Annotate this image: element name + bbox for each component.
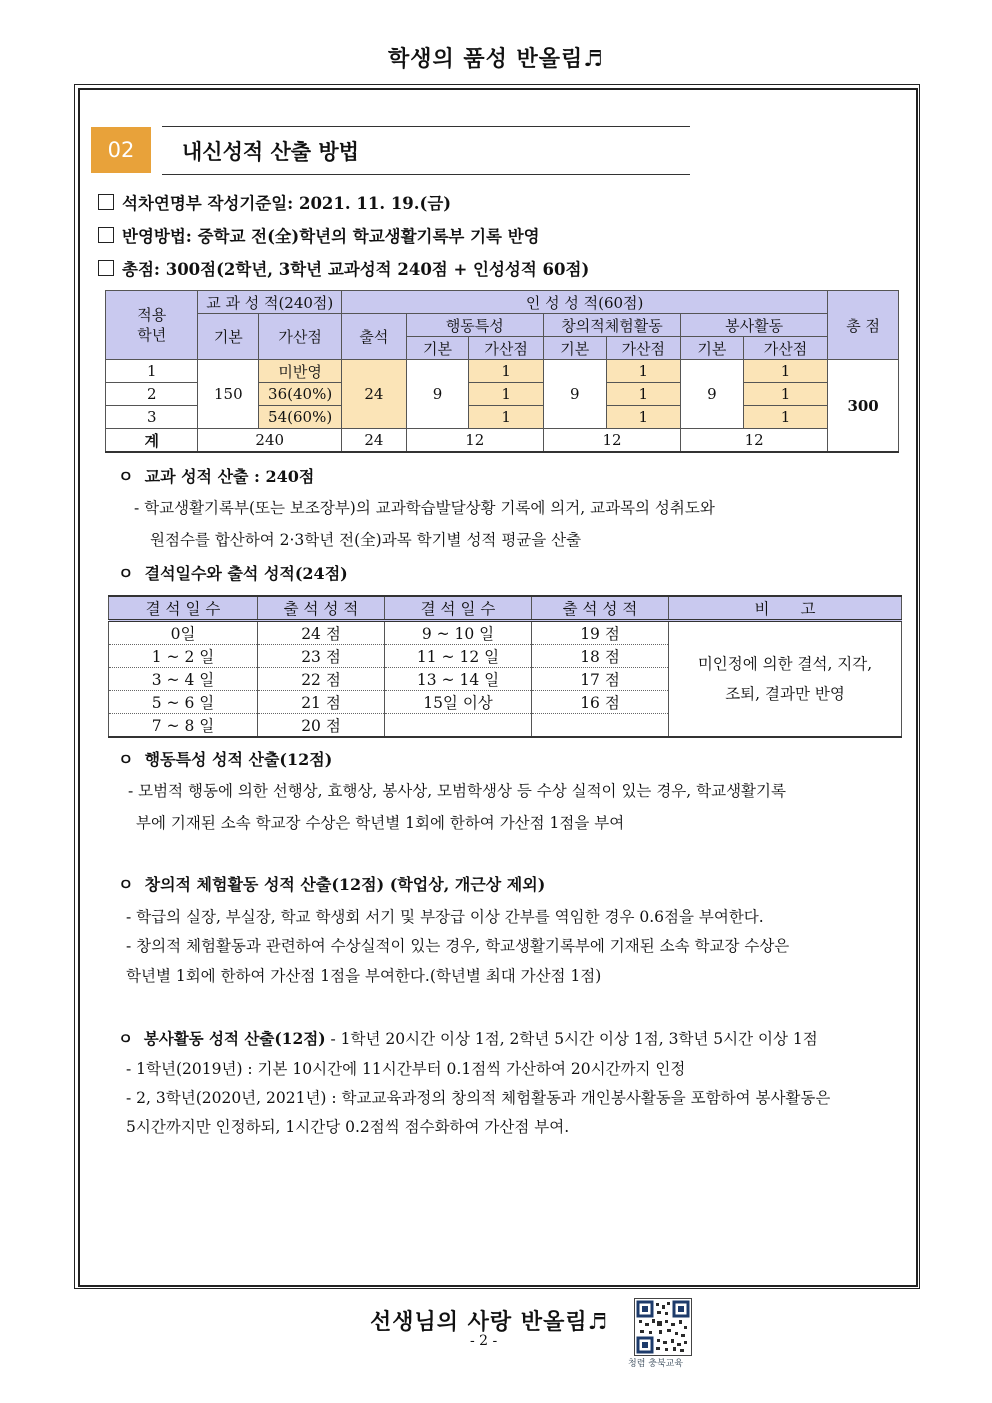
h-creative: 창의적체험활동 (543, 314, 680, 337)
qr-caption: 청렴 충북교육 (628, 1359, 684, 1369)
total-cell: 300 (828, 360, 899, 453)
volunteer-calc-text3: 5시간까지만 인정하되, 1시간당 0.2점씩 점수화하여 가산점 부여. (126, 1118, 570, 1136)
absent-days-cell: 5 ~ 6 일 (109, 691, 258, 714)
behavior-bonus-cell: 1 (469, 360, 544, 383)
behavior-bonus-cell: 1 (469, 383, 544, 406)
absent-days-cell: 13 ~ 14 일 (385, 668, 532, 691)
attendance-note: 미인정에 의한 결석, 지각, 조퇴, 결과만 반영 (669, 621, 902, 738)
attendance-score-cell: 18 점 (532, 645, 669, 668)
h-attendance: 출석 (342, 314, 407, 360)
volunteer-calc-text2: - 2, 3학년(2020년, 2021년) : 학교교육과정의 창의적 체험활동과 개인봉사활동을 포함하여 봉사활동은 (126, 1089, 831, 1107)
bullet-method: 반영방법: 중학교 전(全)학년의 학교생활기록부 기록 반영 (98, 223, 540, 247)
h-absent-days: 결 석 일 수 (385, 596, 532, 621)
attendance-score-cell: 24 점 (258, 621, 385, 645)
behavior-calc-text2: 부에 기재된 소속 학교장 수상은 학년별 1회에 한하여 가산점 1점을 부여 (136, 814, 625, 832)
attendance-cell: 24 (342, 360, 407, 429)
footer-title: 선생님의 사랑 반올림♬ (370, 1309, 609, 1335)
bullet-ranking-date: 석차연명부 작성기준일: 2021. 11. 19.(금) (98, 190, 451, 214)
bullet-total: 총점: 300점(2학년, 3학년 교과성적 240점 + 인성성적 60점) (98, 256, 589, 280)
subject-bonus-cell: 미반영 (259, 360, 342, 383)
volunteer-bonus-cell: 1 (743, 360, 827, 383)
subject-basic-cell: 150 (198, 360, 259, 429)
h-total: 총 점 (828, 291, 899, 360)
checkbox-square-icon (98, 194, 114, 210)
volunteer-calc-text1: - 1학년(2019년) : 기본 10시간에 11시간부터 0.1점씩 가산하여 20시간까지 인정 (126, 1060, 686, 1078)
behavior-basic-cell: 9 (406, 360, 469, 429)
grade-cell: 3 (106, 406, 198, 429)
subject-calc-heading: ㅇ 교과 성적 산출 : 240점 (118, 467, 315, 486)
attendance-score-cell: 19 점 (532, 621, 669, 645)
absent-days-cell: 1 ~ 2 일 (109, 645, 258, 668)
creative-calc-heading: ㅇ 창의적 체험활동 성적 산출(12점) (학업상, 개근상 제외) (118, 875, 546, 894)
behavior-calc-heading: ㅇ 행동특성 성적 산출(12점) (118, 750, 333, 769)
h-creative-bonus: 가산점 (606, 337, 681, 360)
absent-days-cell: 3 ~ 4 일 (109, 668, 258, 691)
h-attendance-score: 출 석 성 적 (532, 596, 669, 621)
sum-label-cell: 계 (106, 429, 198, 453)
attendance-score-cell: 22 점 (258, 668, 385, 691)
sum-creative-cell: 12 (543, 429, 680, 453)
h-behavior-basic: 기본 (406, 337, 469, 360)
absent-days-cell: 15일 이상 (385, 691, 532, 714)
absent-days-cell: 9 ~ 10 일 (385, 621, 532, 645)
h-subject: 교 과 성 적(240점) (198, 291, 342, 314)
h-note: 비 고 (669, 596, 902, 621)
creative-bonus-cell: 1 (606, 383, 681, 406)
volunteer-bonus-cell: 1 (743, 383, 827, 406)
h-absent-days: 결 석 일 수 (109, 596, 258, 621)
absent-days-cell: 0일 (109, 621, 258, 645)
creative-calc-text3: 학년별 1회에 한하여 가산점 1점을 부여한다.(학년별 최대 가산점 1점) (126, 967, 602, 985)
attendance-score-cell: 21 점 (258, 691, 385, 714)
sum-subject-cell: 240 (198, 429, 342, 453)
absent-days-cell: 7 ~ 8 일 (109, 714, 258, 738)
grade-cell: 2 (106, 383, 198, 406)
attendance-score-cell: 17 점 (532, 668, 669, 691)
sum-attendance-cell: 24 (342, 429, 407, 453)
behavior-bonus-cell: 1 (469, 406, 544, 429)
attendance-calc-heading: ㅇ 결석일수와 출석 성적(24점) (118, 564, 348, 583)
h-volunteer: 봉사활동 (681, 314, 828, 337)
h-behavior: 행동특성 (406, 314, 543, 337)
attendance-table (108, 595, 902, 738)
qr-code-icon (634, 1298, 692, 1356)
behavior-calc-text1: - 모범적 행동에 의한 선행상, 효행상, 봉사상, 모범학생상 등 수상 실적이 있는 경우, 학교생활기록 (128, 782, 786, 800)
h-volunteer-basic: 기본 (681, 337, 744, 360)
subject-bonus-cell: 36(40%) (259, 383, 342, 406)
creative-bonus-cell: 1 (606, 406, 681, 429)
h-subject-basic: 기본 (198, 314, 259, 360)
volunteer-bonus-cell: 1 (743, 406, 827, 429)
subject-calc-text2: 원점수를 합산하여 2·3학년 전(全)과목 학기별 성적 평균을 산출 (150, 531, 582, 549)
creative-bonus-cell: 1 (606, 360, 681, 383)
h-behavior-bonus: 가산점 (469, 337, 544, 360)
sum-behavior-cell: 12 (406, 429, 543, 453)
section-bottom-rule (162, 174, 690, 175)
creative-calc-text1: - 학급의 실장, 부실장, 학교 학생회 서기 및 부장급 이상 간부를 역임한 경우 0.6점을 부여한다. (126, 908, 764, 926)
page-header-title: 학생의 품성 반올림♬ (387, 46, 605, 72)
h-subject-bonus: 가산점 (259, 314, 342, 360)
section-top-rule (162, 126, 690, 127)
creative-basic-cell: 9 (543, 360, 606, 429)
section-number-badge: 02 (91, 127, 151, 173)
subject-bonus-cell: 54(60%) (259, 406, 342, 429)
absent-days-cell (385, 714, 532, 738)
checkbox-square-icon (98, 227, 114, 243)
volunteer-basic-cell: 9 (681, 360, 744, 429)
attendance-score-cell: 20 점 (258, 714, 385, 738)
h-creative-basic: 기본 (543, 337, 606, 360)
attendance-score-cell (532, 714, 669, 738)
checkbox-square-icon (98, 260, 114, 276)
h-attendance-score: 출 석 성 적 (258, 596, 385, 621)
subject-calc-text1: - 학교생활기록부(또는 보조장부)의 교과학습발달상황 기록에 의거, 교과목의 성취도와 (134, 499, 715, 517)
grade-cell: 1 (106, 360, 198, 383)
attendance-score-cell: 23 점 (258, 645, 385, 668)
attendance-score-cell: 16 점 (532, 691, 669, 714)
page-number: - 2 - (470, 1333, 498, 1349)
absent-days-cell: 11 ~ 12 일 (385, 645, 532, 668)
h-character: 인 성 성 적(60점) (342, 291, 828, 314)
score-table (105, 290, 899, 453)
h-volunteer-bonus: 가산점 (743, 337, 827, 360)
section-title: 내신성적 산출 방법 (182, 140, 359, 164)
volunteer-calc-heading: ㅇ 봉사활동 성적 산출(12점) - 1학년 20시간 이상 1점, 2학년 5시간 이상 1점, 3학년 5시간 이상 1점 (118, 1029, 818, 1048)
sum-volunteer-cell: 12 (681, 429, 828, 453)
h-grade: 적용 학년 (106, 291, 198, 360)
creative-calc-text2: - 창의적 체험활동과 관련하여 수상실적이 있는 경우, 학교생활기록부에 기재된 소속 학교장 수상은 (126, 937, 790, 955)
